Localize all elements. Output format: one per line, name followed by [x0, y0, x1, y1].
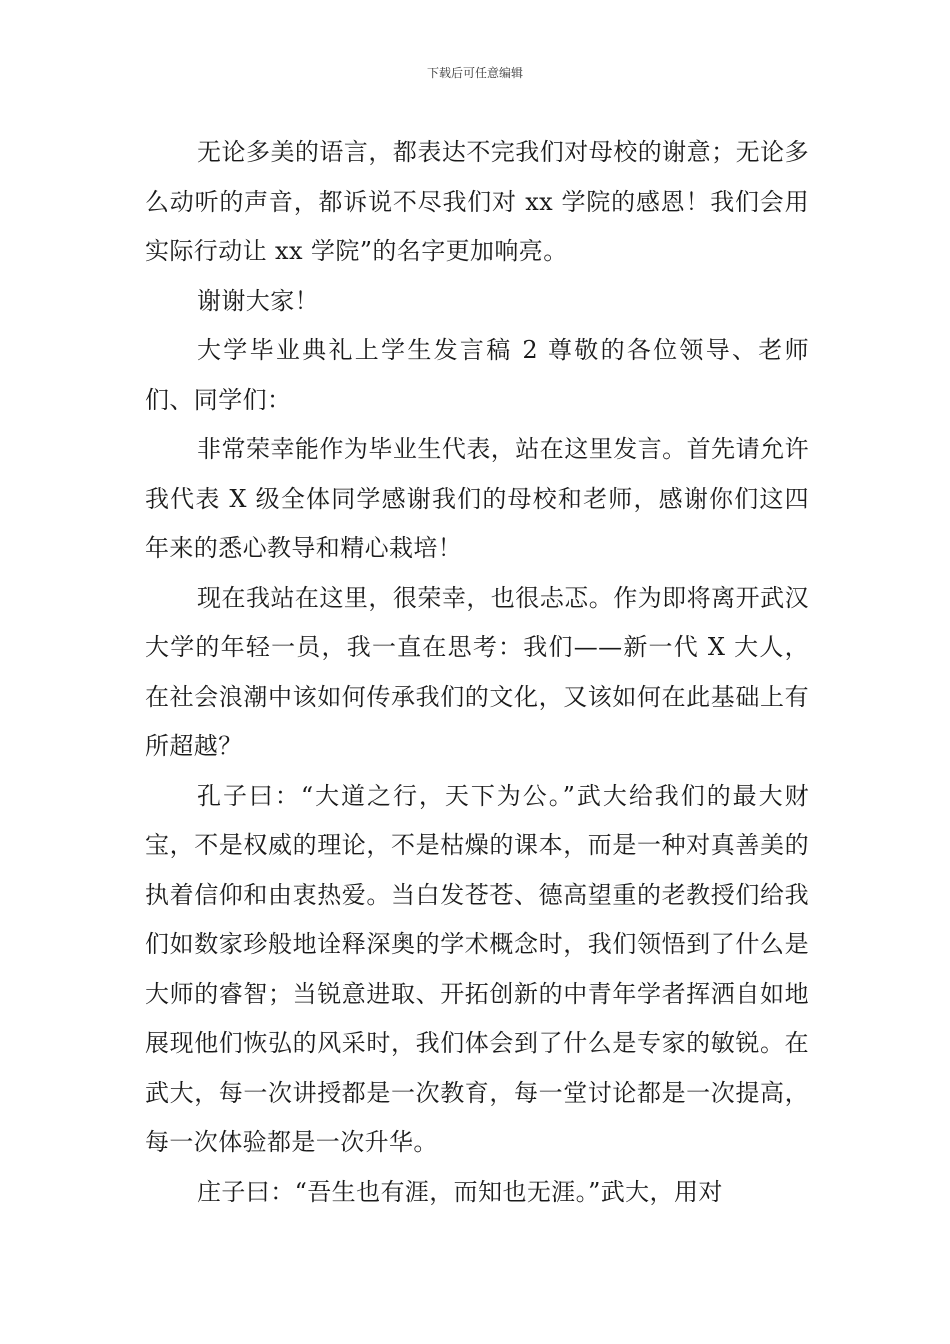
paragraph-confucius: 孔子曰：“大道之行，天下为公。”武大给我们的最大财宝，不是权威的理论，不是枯燥的课本，而是一种对真善美的执着信仰和由衷热爱。当白发苍苍、德高望重的老教授们给我们如数家珍般地诠释深奥的学术概念时，我们领悟到了什么是大师的睿智；当锐意进取、开拓创新的中青年学者挥洒自如地展现他们恢弘的风采时，我们体会到了什么是专家的敏锐。在武大，每一次讲授都是一次教育，每一堂讨论都是一次提高，每一次体验都是一次升华。 [145, 781, 809, 1156]
paragraph-thanks-school: 无论多美的语言，都表达不完我们对母校的谢意；无论多么动听的声音，都诉说不尽我们对 xx 学院的感恩！我们会用实际行动让 xx 学院”的名字更加响亮。 [145, 138, 809, 265]
document-body [145, 128, 809, 1217]
paragraph-reflection: 现在我站在这里，很荣幸，也很忐忑。作为即将离开武汉大学的年轻一员，我一直在思考：我们——新一代 X 大人，在社会浪潮中该如何传承我们的文化，又该如何在此基础上有所超越？ [145, 583, 809, 760]
paragraph-speech-title: 大学毕业典礼上学生发言稿 2 尊敬的各位领导、老师们、同学们： [145, 336, 809, 414]
paragraph-honored: 非常荣幸能作为毕业生代表，站在这里发言。首先请允许我代表 X 级全体同学感谢我们的母校和老师，感谢你们这四年来的悉心教导和精心栽培！ [145, 435, 809, 562]
paragraph-thank-you: 谢谢大家！ [197, 286, 319, 315]
paragraph-zhuangzi: 庄子曰：“吾生也有涯，而知也无涯。”武大，用对 [197, 1177, 723, 1206]
page-header: 下载后可任意编辑 [426, 66, 523, 80]
